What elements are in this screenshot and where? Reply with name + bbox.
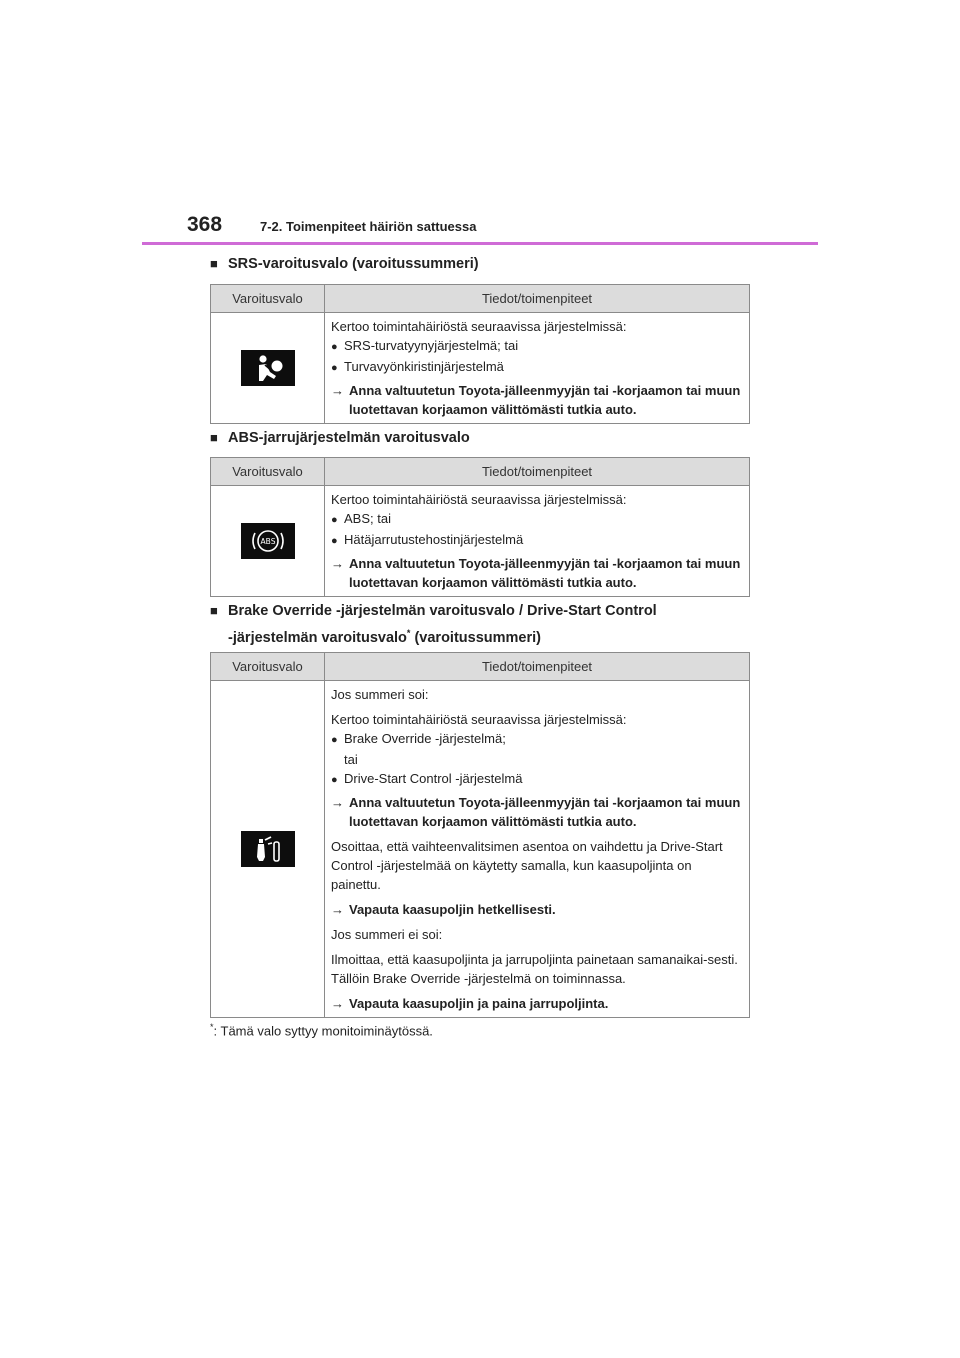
column-header-icon: Varoitusvalo [211, 285, 325, 313]
action-text: Vapauta kaasupoljin hetkellisesti. [349, 902, 556, 917]
info-cell [325, 681, 750, 1018]
action-text: Anna valtuutetun Toyota-jälleenmyyjän tai -korjaamon tai muun luotettavan korjaamon välittömästi tutkia auto. [349, 556, 741, 590]
list-item: ● Drive-Start Control -järjestelmä [331, 769, 743, 790]
arrow-icon: → [331, 556, 344, 571]
arrow-icon: → [331, 996, 344, 1011]
list-item: ● SRS-turvatyynyjärjestelmä; tai [331, 336, 743, 357]
column-header-icon: Varoitusvalo [211, 458, 325, 486]
column-header-text: Tiedot/toimenpiteet [325, 458, 750, 486]
footnote-text: : Tämä valo syttyy monitoiminäytössä. [213, 1023, 433, 1039]
arrow-icon: → [331, 383, 344, 398]
info-paragraph: Jos summeri ei soi: [331, 927, 443, 942]
action-instruction [331, 994, 743, 1013]
action-instruction [331, 793, 743, 831]
icon-cell [211, 681, 325, 1018]
brake-override-warning-icon [241, 831, 295, 867]
square-bullet-icon: ■ [210, 256, 218, 271]
section-heading-tail: (varoitussummeri) [410, 629, 541, 646]
column-header-text: Tiedot/toimenpiteet [325, 653, 750, 681]
running-head: 7-2. Toimenpiteet häiriön sattuessa [260, 219, 477, 234]
icon-cell [211, 313, 325, 424]
list-item-continuation: tai [344, 752, 358, 767]
list-item: ● ABS; tai [331, 509, 743, 530]
info-intro: Kertoo toimintahäiriöstä seuraavissa järjestelmissä: [331, 319, 627, 334]
section-heading-brake-override [210, 600, 657, 649]
airbag-warning-icon [241, 350, 295, 386]
list-item: ● Brake Override -järjestelmä; [331, 729, 743, 750]
list-item: ● Hätäjarrutustehostinjärjestelmä [331, 530, 743, 551]
abs-warning-icon [241, 523, 295, 559]
info-intro: Kertoo toimintahäiriöstä seuraavissa järjestelmissä: [331, 712, 627, 727]
page-number: 368 [187, 213, 223, 236]
square-bullet-icon: ■ [210, 430, 218, 445]
section-heading-abs [210, 427, 470, 449]
section-heading-srs [210, 253, 479, 275]
info-paragraph: Jos summeri soi: [331, 687, 429, 702]
header-rule [142, 242, 818, 245]
info-paragraph: Osoittaa, että vaihteenvalitsimen asentoa on vaihdettu ja Drive-Start Control -järjestelmää on käytetty samalla, kun kaasupoljinta on painettu. [331, 839, 723, 892]
column-header-text: Tiedot/toimenpiteet [325, 285, 750, 313]
action-instruction [331, 900, 743, 919]
brake-override-warning-table [210, 652, 750, 1018]
info-cell [325, 313, 750, 424]
action-instruction [331, 381, 743, 419]
footnote-mark: * [406, 628, 411, 638]
abs-icon-text: ABS [260, 537, 275, 546]
action-text: Anna valtuutetun Toyota-jälleenmyyjän tai -korjaamon tai muun luotettavan korjaamon välittömästi tutkia auto. [349, 383, 741, 417]
icon-cell [211, 486, 325, 597]
footnote-mark: * [210, 1022, 214, 1032]
section-heading-text: ABS-jarrujärjestelmän varoitusvalo [228, 430, 470, 446]
info-paragraph: Ilmoittaa, että kaasupoljinta ja jarrupoljinta painetaan samanaikai-sesti. Tällöin Brake Override -järjestelmä on toiminnassa. [331, 952, 738, 986]
action-instruction [331, 554, 743, 592]
arrow-icon: → [331, 902, 344, 917]
footnote [210, 1022, 433, 1038]
list-item: ● Turvavyönkiristinjärjestelmä [331, 357, 743, 378]
action-text: Anna valtuutetun Toyota-jälleenmyyjän tai -korjaamon tai muun luotettavan korjaamon välittömästi tutkia auto. [349, 795, 741, 829]
action-text: Vapauta kaasupoljin ja paina jarrupoljinta. [349, 996, 609, 1011]
abs-warning-table [210, 457, 750, 597]
info-cell [325, 486, 750, 597]
info-intro: Kertoo toimintahäiriöstä seuraavissa järjestelmissä: [331, 492, 627, 507]
section-heading-text: SRS-varoitusvalo (varoitussummeri) [228, 256, 479, 272]
column-header-icon: Varoitusvalo [211, 653, 325, 681]
section-heading-text: Brake Override -järjestelmän varoitusvalo / Drive-Start Control [228, 603, 657, 619]
arrow-icon: → [331, 795, 344, 810]
section-heading-text-line2: -järjestelmän varoitusvalo [228, 629, 407, 646]
srs-warning-table [210, 284, 750, 424]
square-bullet-icon: ■ [210, 603, 218, 618]
